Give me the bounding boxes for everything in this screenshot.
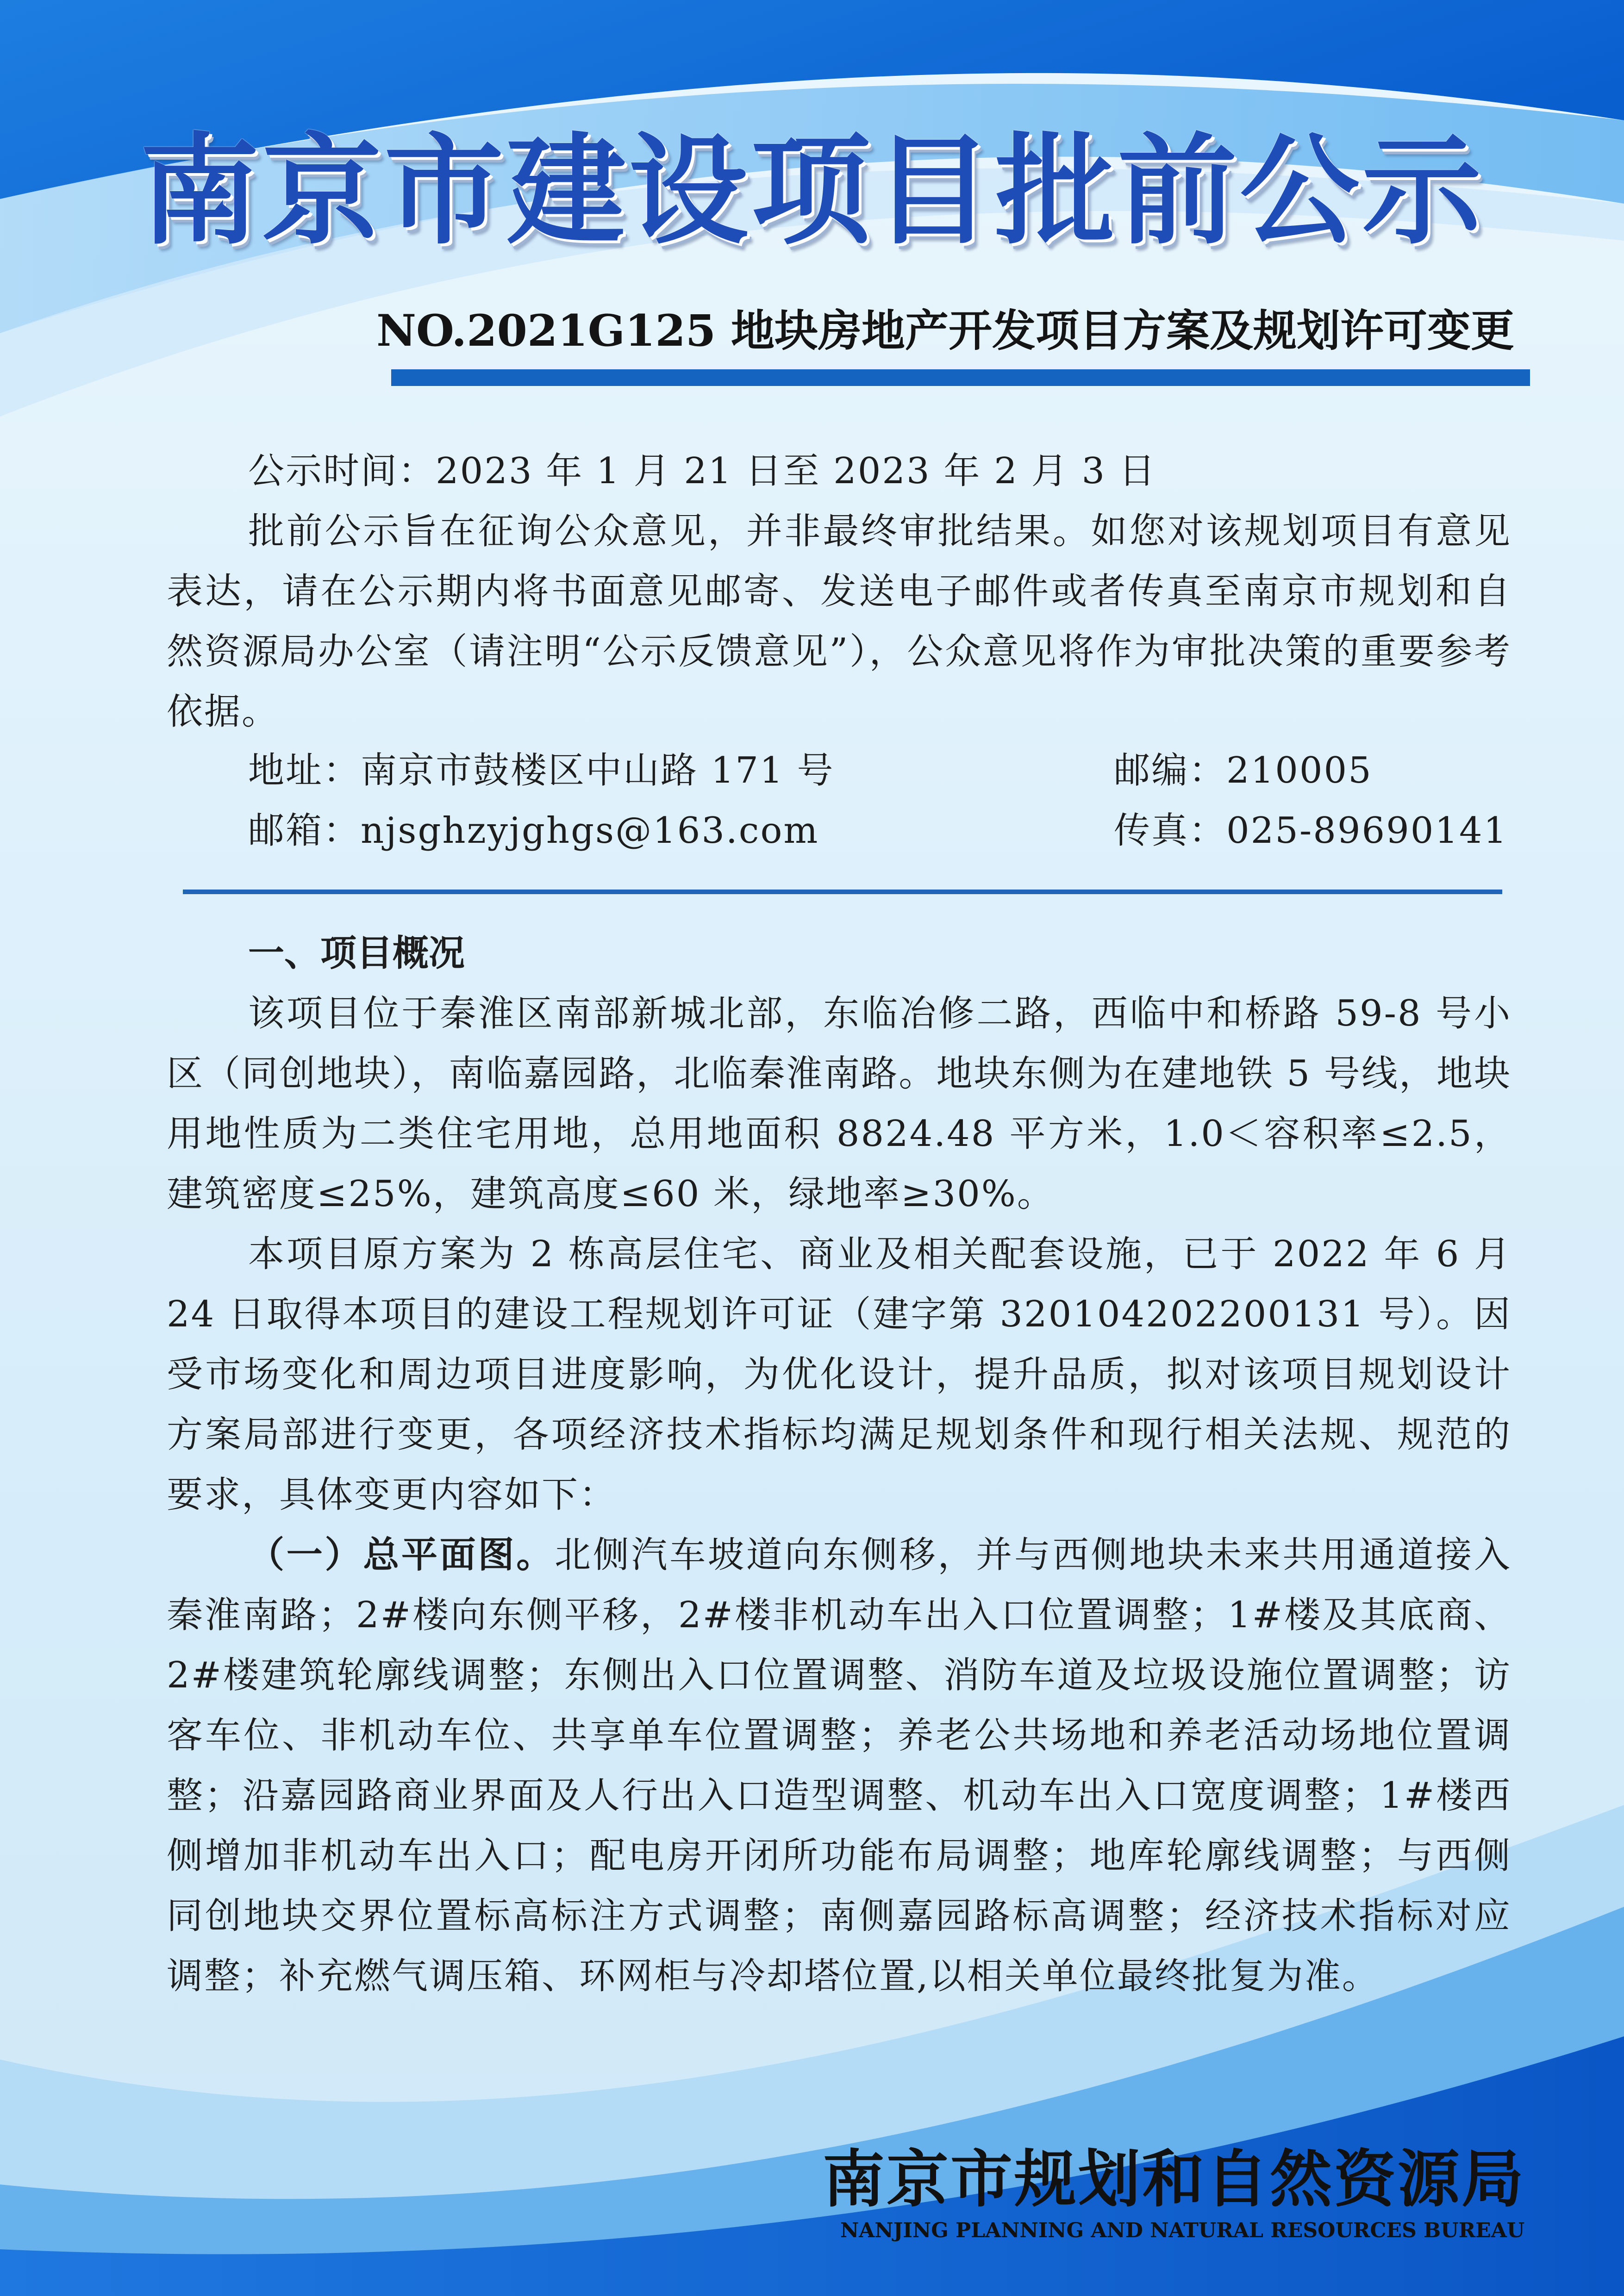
overview-paragraph-2: 本项目原方案为 2 栋高层住宅、商业及相关配套设施，已于 2022 年 6 月 24 日取得本项目的建设工程规划许可证（建字第 320104202200131 号）。因受市场变化和周边项目进度影响，为优化设计，提升品质，拟对该项目规划设计方案局部进行变更，各项经济技术指标均满足规划条件和现行相关法规、规范的要求，具体变更内容如下： xyxy=(167,1233,1512,1516)
subtitle-underline xyxy=(391,369,1530,386)
email-text: 邮箱：njsghzyjghgs@163.com xyxy=(248,810,819,852)
item-1-lead: （一）总平面图。 xyxy=(248,1534,555,1576)
issuing-authority-cn: 南京市规划和自然资源局 xyxy=(822,2142,1525,2215)
project-overview xyxy=(167,983,1512,2006)
notice-period: 公示时间：2023 年 1 月 21 日至 2023 年 2 月 3 日 xyxy=(248,450,1156,492)
overview-paragraph-1: 该项目位于秦淮区南部新城北部，东临冶修二路，西临中和桥路 59-8 号小区（同创地块），南临嘉园路，北临秦淮南路。地块东侧为在建地铁 5 号线，地块用地性质为二类住宅用地，总用地面积 8824.48 平方米，1.0＜容积率≤2.5，建筑密度≤25%，建筑高度≤60 米，绿地率≥30%。 xyxy=(167,993,1512,1215)
contact-info xyxy=(248,740,1508,861)
project-subtitle: NO.2021G125 地块房地产开发项目方案及规划许可变更 xyxy=(376,305,1514,356)
section-divider xyxy=(183,890,1502,894)
item-1-text: 北侧汽车坡道向东侧移，并与西侧地块未来共用通道接入秦淮南路；2#楼向东侧平移，2#楼非机动车出入口位置调整；1#楼及其底商、2#楼建筑轮廓线调整；东侧出入口位置调整、消防车道及垃圾设施位置调整；访客车位、非机动车位、共享单车位置调整；养老公共场地和养老活动场地位置调整；沿嘉园路商业界面及人行出入口造型调整、机动车出入口宽度调整；1#楼西侧增加非机动车出入口；配电房开闭所功能布局调整；地库轮廓线调整；与西侧同创地块交界位置标高标注方式调整；南侧嘉园路标高调整；经济技术指标对应调整；补充燃气调压箱、环网柜与冷却塔位置,以相关单位最终批复为准。 xyxy=(167,1534,1512,1997)
overview-item-1 xyxy=(167,1525,1512,2006)
contact-row-2 xyxy=(248,801,1508,861)
section-heading: 一、项目概况 xyxy=(248,933,465,974)
fax-text: 传真：025-89690141 xyxy=(1114,810,1508,852)
postcode-text: 邮编：210005 xyxy=(1114,750,1373,791)
page-title: 南京市建设项目批前公示 xyxy=(140,120,1484,261)
notice-intro-block xyxy=(167,441,1512,742)
notice-intro: 批前公示旨在征询公众意见，并非最终审批结果。如您对该规划项目有意见表达，请在公示期内将书面意见邮寄、发送电子邮件或者传真至南京市规划和自然资源局办公室（请注明“公示反馈意见”），公众意见将作为审批决策的重要参考依据。 xyxy=(167,510,1512,733)
issuing-authority-en: NANJING PLANNING AND NATURAL RESOURCES BUREAU xyxy=(840,2219,1525,2242)
address-text: 地址：南京市鼓楼区中山路 171 号 xyxy=(248,750,835,791)
contact-row-1 xyxy=(248,740,1452,801)
